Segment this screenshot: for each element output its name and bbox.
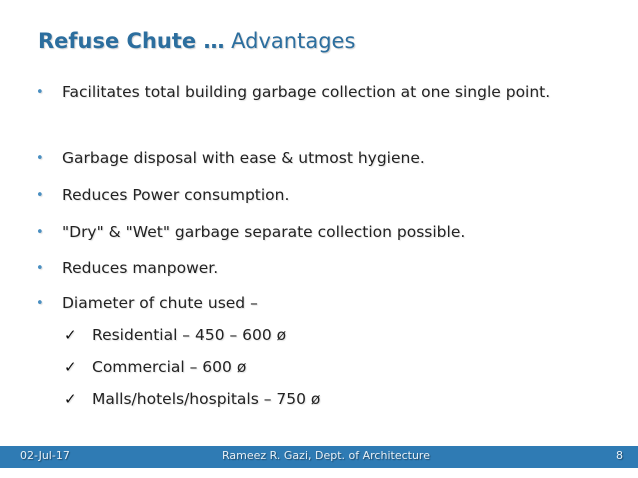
checkmark-icon: ✓	[64, 358, 77, 376]
bullet-icon: •	[36, 225, 44, 240]
bullet-icon: •	[36, 188, 44, 203]
bullet-text: Reduces manpower.	[62, 259, 219, 277]
sub-item-text: Malls/hotels/hospitals – 750 ø	[92, 390, 321, 408]
slide-title-sub: Advantages	[231, 29, 356, 53]
bullet-text: Reduces Power consumption.	[62, 186, 290, 204]
list-item	[36, 288, 600, 319]
sub-list-item	[64, 355, 246, 379]
bullet-icon: •	[36, 261, 44, 276]
bullet-icon: •	[36, 85, 44, 100]
sub-list-item	[64, 387, 320, 411]
checkmark-icon: ✓	[64, 326, 77, 344]
footer-author: Rameez R. Gazi, Dept. of Architecture	[222, 449, 430, 462]
sub-item-text: Residential – 450 – 600 ø	[92, 326, 287, 344]
list-item	[36, 77, 600, 108]
page-number: 8	[616, 449, 623, 462]
bullet-text: Garbage disposal with ease & utmost hygiene.	[62, 149, 425, 167]
list-item	[36, 143, 600, 174]
bullet-text: Facilitates total building garbage collection at one single point.	[62, 83, 551, 101]
bullet-icon: •	[36, 151, 44, 166]
checkmark-icon: ✓	[64, 390, 77, 408]
list-item	[36, 180, 600, 211]
list-item	[36, 217, 600, 248]
bullet-text: Diameter of chute used –	[62, 294, 258, 312]
bullet-icon: •	[36, 296, 44, 311]
slide-title-main: Refuse Chute …	[38, 29, 225, 53]
sub-item-text: Commercial – 600 ø	[92, 358, 247, 376]
footer-bar	[0, 446, 638, 468]
footer-date: 02-Jul-17	[20, 449, 70, 462]
bullet-text: "Dry" & "Wet" garbage separate collection possible.	[62, 223, 466, 241]
list-item	[36, 253, 600, 284]
sub-list-item	[64, 323, 286, 347]
